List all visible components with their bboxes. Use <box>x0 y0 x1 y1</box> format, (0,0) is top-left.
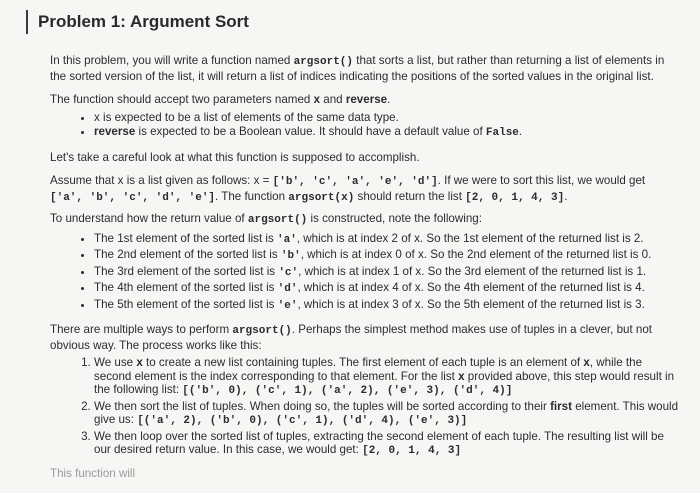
note-text-a: The 4th element of the sorted list is <box>94 281 278 294</box>
note-text-b: , which is at index 3 of x. So the 5th element of the returned list is 3. <box>297 297 645 311</box>
step-code: [2, 0, 1, 4, 3] <box>362 445 462 457</box>
example-text-2: is a list given as follows: x = <box>123 174 273 187</box>
intro-text-2: that sorts a list, but rather than returning a list of elements in the sorted version of the list, it will return a list of indices indicating the positions of the sorted values in the original list. <box>50 54 665 83</box>
intro-text-1: In this problem, you will write a function named <box>50 54 294 67</box>
problem-body <box>50 54 680 477</box>
step-code: [('a', 2), ('b', 0), ('c', 1), ('d', 4), ('e', 3)] <box>137 415 468 427</box>
params-intro-text-3: . <box>387 93 391 106</box>
example-list-code: ['b', 'c', 'a', 'e', 'd'] <box>272 176 438 188</box>
note-text-a: The 5th element of the sorted list is <box>94 297 278 311</box>
note-item <box>94 281 680 297</box>
params-list <box>50 111 680 141</box>
step-text: We use <box>94 356 137 369</box>
example-call-code: argsort(x) <box>288 191 355 204</box>
step-x: x <box>583 356 590 369</box>
step-text: We then sort the list of tuples. When doing so, the tuples will be sorted according to their <box>94 399 551 413</box>
note-item <box>94 232 680 248</box>
faded-continuation-text: This function will <box>50 466 136 477</box>
understand-text-2: is constructed, note the following: <box>307 212 482 225</box>
intro-paragraph <box>50 54 680 83</box>
step-code: [('b', 0), ('c', 1), ('a', 2), ('e', 3), ('d', 4)] <box>182 385 513 397</box>
note-code: 'b' <box>280 250 301 262</box>
understand-paragraph <box>50 212 680 228</box>
heading-accent-bar <box>26 10 28 34</box>
param-x-name: x <box>313 93 321 106</box>
example-text-1: Assume that <box>50 174 118 187</box>
step-x: x <box>458 369 465 383</box>
param-x-label: x <box>94 110 100 124</box>
closer-look-paragraph: Let's take a careful look at what this function is supposed to accomplish. <box>50 150 420 164</box>
example-result-code: [2, 0, 1, 4, 3] <box>465 191 565 204</box>
param-x-desc: is expected to be a list of elements of the same data type. <box>99 110 399 124</box>
step-emphasis: first <box>550 399 572 413</box>
note-text-b: , which is at index 0 of x. So the 2nd element of the returned list is 0. <box>300 248 652 261</box>
note-text-a: The 2nd element of the sorted list is <box>94 248 281 261</box>
heading-block <box>26 10 249 34</box>
params-intro-text-2: and <box>320 93 346 106</box>
note-text-a: The 3rd element of the sorted list is <box>94 264 279 278</box>
multiple-ways-paragraph <box>50 323 680 352</box>
step-x: x <box>136 356 143 369</box>
example-text-4: . The function <box>215 189 289 203</box>
step-text: provided above, this step would result in the following list: <box>94 369 675 396</box>
multiple-text-1: There are multiple ways to perform <box>50 323 233 336</box>
multiple-function-name: argsort() <box>232 325 292 337</box>
param-item-reverse <box>94 125 680 141</box>
understand-text-1: To understand how the return value of <box>50 212 248 225</box>
param-reverse-default: False <box>485 127 519 139</box>
step-item <box>94 430 680 459</box>
step-text: element. This would give us: <box>94 399 679 426</box>
understand-function-name: argsort() <box>247 214 308 226</box>
step-text: , while the second element is the index corresponding to that element. For the list <box>94 356 643 383</box>
page-title: Problem 1: Argument Sort <box>38 12 249 31</box>
example-sorted-code: ['a', 'b', 'c', 'd', 'e'] <box>50 191 216 204</box>
param-item-x <box>94 111 680 125</box>
multiple-text-2: . Perhaps the simplest method makes use of tuples in a clever, but not obvious way. The process works like this: <box>50 323 653 352</box>
note-item <box>94 248 680 264</box>
example-paragraph <box>50 174 680 205</box>
step-text: We then loop over the sorted list of tuples, extracting the second element of each tuple. The resulting list will be our desired return value. In this case, we would get: <box>94 429 664 456</box>
note-item <box>94 265 680 281</box>
notes-list <box>50 232 680 314</box>
note-text-b: , which is at index 4 of x. So the 4th element of the returned list is 4. <box>297 281 645 294</box>
param-reverse-desc: is expected to be a Boolean value. It should have a default value of <box>135 125 486 138</box>
note-code: 'c' <box>278 266 299 279</box>
note-item <box>94 298 680 314</box>
note-text-a: The 1st element of the sorted list is <box>94 231 278 245</box>
example-x: x <box>117 174 124 187</box>
note-code: 'e' <box>277 299 298 312</box>
note-code: 'a' <box>277 233 297 246</box>
param-reverse-end: . <box>518 125 523 138</box>
note-text-b: , which is at index 2 of x. So the 1st element of the returned list is 2. <box>296 231 644 245</box>
example-text-3: . If we were to sort this list, we would get <box>437 174 646 187</box>
param-reverse-name: reverse <box>345 93 388 106</box>
note-code: 'd' <box>277 283 298 295</box>
intro-function-name: argsort() <box>293 56 354 68</box>
params-intro <box>50 93 680 107</box>
example-text-5: should return the list <box>354 189 466 203</box>
note-text-b: , which is at index 1 of x. So the 3rd element of the returned list is 1. <box>298 264 647 278</box>
step-item <box>94 356 680 399</box>
step-item <box>94 400 680 429</box>
params-intro-text-1: The function should accept two parameters named <box>50 93 314 106</box>
example-text-6: . <box>564 189 568 203</box>
param-reverse-label: reverse <box>94 125 136 138</box>
steps-list <box>50 356 680 459</box>
step-text: to create a new list containing tuples. The first element of each tuple is an element of <box>142 356 584 369</box>
